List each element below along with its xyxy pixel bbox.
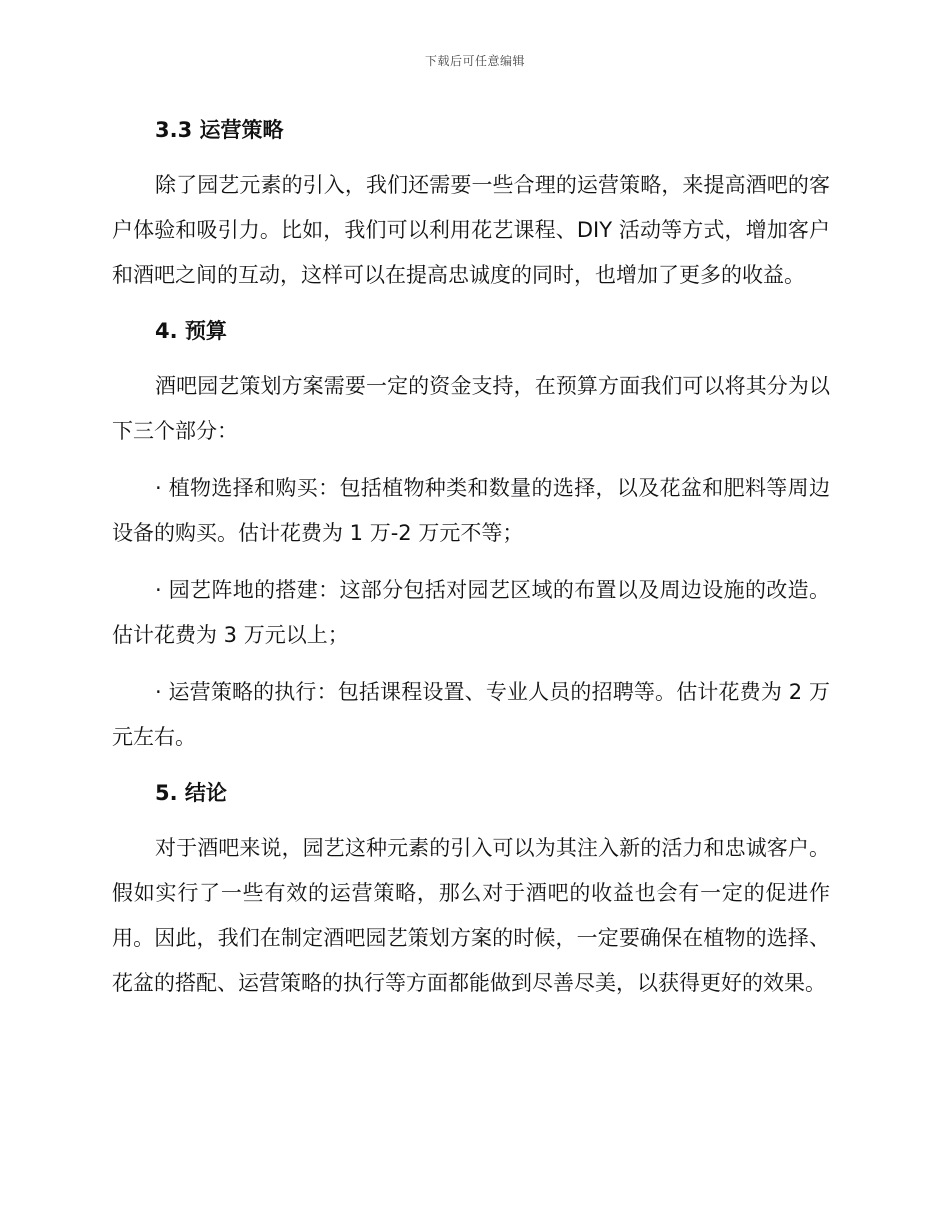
budget-item-construction: · 园艺阵地的搭建：这部分包括对园艺区域的布置以及周边设施的改造。估计花费为 3 万元以上； bbox=[112, 578, 830, 647]
document-body bbox=[112, 110, 830, 1006]
paragraph-budget-intro: 酒吧园艺策划方案需要一定的资金支持，在预算方面我们可以将其分为以下三个部分： bbox=[112, 374, 830, 443]
section-heading-operations: 3.3 运营策略 bbox=[155, 118, 284, 142]
page-header: 下载后可任意编辑 bbox=[424, 54, 525, 68]
section-heading-conclusion: 5. 结论 bbox=[155, 781, 227, 805]
section-heading-budget: 4. 预算 bbox=[155, 319, 227, 343]
paragraph-conclusion: 对于酒吧来说，园艺这种元素的引入可以为其注入新的活力和忠诚客户。假如实行了一些有效的运营策略，那么对于酒吧的收益也会有一定的促进作用。因此，我们在制定酒吧园艺策划方案的时候，一定要确保在植物的选择、花盆的搭配、运营策略的执行等方面都能做到尽善尽美，以获得更好的效果。 bbox=[112, 836, 830, 995]
budget-item-plants: · 植物选择和购买：包括植物种类和数量的选择，以及花盆和肥料等周边设备的购买。估计花费为 1 万-2 万元不等； bbox=[112, 476, 830, 545]
budget-item-operations: · 运营策略的执行：包括课程设置、专业人员的招聘等。估计花费为 2 万元左右。 bbox=[112, 680, 830, 749]
paragraph-operations: 除了园艺元素的引入，我们还需要一些合理的运营策略，来提高酒吧的客户体验和吸引力。比如，我们可以利用花艺课程、DIY 活动等方式，增加客户和酒吧之间的互动，这样可以在提高忠诚度的同时，也增加了更多的收益。 bbox=[112, 173, 830, 287]
